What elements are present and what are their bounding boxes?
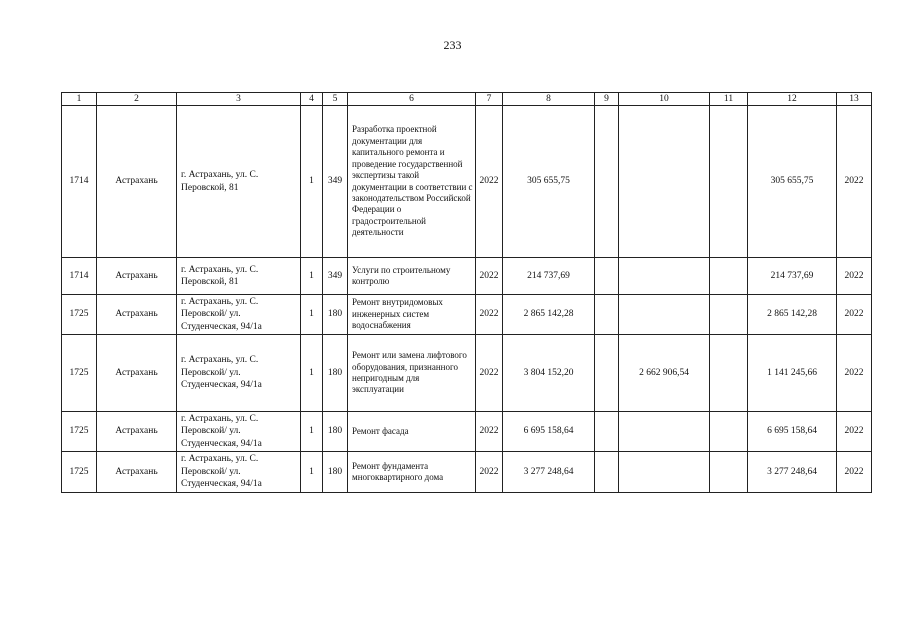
- table-row: [62, 258, 872, 295]
- table-row: [62, 412, 872, 452]
- cell-col-5: 180: [323, 412, 348, 452]
- address: г. Астрахань, ул. С. Перовской/ ул. Студенческая, 94/1а: [177, 335, 301, 412]
- year: 2022: [476, 106, 503, 258]
- record-number: 1725: [62, 452, 97, 493]
- column-number: 8: [503, 93, 595, 106]
- cell-col-4: 1: [301, 258, 323, 295]
- cell-col-11: [710, 295, 748, 335]
- cell-col-12: 305 655,75: [748, 106, 837, 258]
- total-cost: 6 695 158,64: [503, 412, 595, 452]
- table-row: [62, 452, 872, 493]
- cell-col-5: 180: [323, 295, 348, 335]
- column-number: 1: [62, 93, 97, 106]
- cell-col-12: 1 141 245,66: [748, 335, 837, 412]
- cell-col-9: [595, 452, 619, 493]
- year: 2022: [476, 258, 503, 295]
- column-number: 11: [710, 93, 748, 106]
- cell-col-9: [595, 258, 619, 295]
- completion-year: 2022: [837, 258, 872, 295]
- work-type: Ремонт внутридомовых инженерных систем водоснабжения: [348, 295, 476, 335]
- cell-col-5: 349: [323, 106, 348, 258]
- cell-col-10: [619, 258, 710, 295]
- cell-col-10: [619, 295, 710, 335]
- year: 2022: [476, 452, 503, 493]
- completion-year: 2022: [837, 412, 872, 452]
- address: г. Астрахань, ул. С. Перовской, 81: [177, 106, 301, 258]
- year: 2022: [476, 412, 503, 452]
- page-number: 233: [443, 38, 462, 52]
- record-number: 1714: [62, 258, 97, 295]
- municipality: Астрахань: [97, 452, 177, 493]
- address: г. Астрахань, ул. С. Перовской/ ул. Студенческая, 94/1а: [177, 452, 301, 493]
- cell-col-11: [710, 452, 748, 493]
- cell-col-9: [595, 335, 619, 412]
- total-cost: 2 865 142,28: [503, 295, 595, 335]
- cell-col-12: 214 737,69: [748, 258, 837, 295]
- year: 2022: [476, 295, 503, 335]
- cell-col-12: 3 277 248,64: [748, 452, 837, 493]
- work-type: Ремонт фасада: [348, 412, 476, 452]
- cell-col-9: [595, 106, 619, 258]
- cell-col-4: 1: [301, 106, 323, 258]
- column-number: 4: [301, 93, 323, 106]
- cell-col-10: [619, 106, 710, 258]
- table-row: [62, 295, 872, 335]
- completion-year: 2022: [837, 335, 872, 412]
- cell-col-5: 180: [323, 335, 348, 412]
- column-number: 9: [595, 93, 619, 106]
- column-number: 2: [97, 93, 177, 106]
- cell-col-11: [710, 335, 748, 412]
- cell-col-4: 1: [301, 412, 323, 452]
- completion-year: 2022: [837, 106, 872, 258]
- column-number: 6: [348, 93, 476, 106]
- cell-col-9: [595, 412, 619, 452]
- completion-year: 2022: [837, 295, 872, 335]
- cell-col-11: [710, 412, 748, 452]
- cell-col-5: 180: [323, 452, 348, 493]
- total-cost: 305 655,75: [503, 106, 595, 258]
- year: 2022: [476, 335, 503, 412]
- cell-col-12: 6 695 158,64: [748, 412, 837, 452]
- column-number: 13: [837, 93, 872, 106]
- address: г. Астрахань, ул. С. Перовской/ ул. Студенческая, 94/1а: [177, 295, 301, 335]
- work-type: Разработка проектной документации для капитального ремонта и проведение государственной экспертизы такой документации в соответствии с законодательством Российской Федерации о градостроительной деятельности: [348, 106, 476, 258]
- total-cost: 3 804 152,20: [503, 335, 595, 412]
- municipality: Астрахань: [97, 106, 177, 258]
- cell-col-12: 2 865 142,28: [748, 295, 837, 335]
- table-row: [62, 106, 872, 258]
- register-table: [61, 92, 872, 493]
- column-number: 7: [476, 93, 503, 106]
- record-number: 1725: [62, 412, 97, 452]
- work-type: Ремонт или замена лифтового оборудования, признанного непригодным для эксплуатации: [348, 335, 476, 412]
- municipality: Астрахань: [97, 258, 177, 295]
- record-number: 1725: [62, 335, 97, 412]
- column-number: 5: [323, 93, 348, 106]
- record-number: 1714: [62, 106, 97, 258]
- municipality: Астрахань: [97, 295, 177, 335]
- total-cost: 214 737,69: [503, 258, 595, 295]
- municipality: Астрахань: [97, 335, 177, 412]
- cell-col-10: [619, 452, 710, 493]
- completion-year: 2022: [837, 452, 872, 493]
- cell-col-4: 1: [301, 295, 323, 335]
- column-number-row: [62, 93, 872, 106]
- column-number: 3: [177, 93, 301, 106]
- table-row: [62, 335, 872, 412]
- column-number: 10: [619, 93, 710, 106]
- cell-col-5: 349: [323, 258, 348, 295]
- municipality: Астрахань: [97, 412, 177, 452]
- cell-col-4: 1: [301, 335, 323, 412]
- cell-col-4: 1: [301, 452, 323, 493]
- cell-col-11: [710, 106, 748, 258]
- cell-col-11: [710, 258, 748, 295]
- work-type: Услуги по строительному контролю: [348, 258, 476, 295]
- total-cost: 3 277 248,64: [503, 452, 595, 493]
- record-number: 1725: [62, 295, 97, 335]
- cell-col-10: [619, 412, 710, 452]
- cell-col-9: [595, 295, 619, 335]
- address: г. Астрахань, ул. С. Перовской/ ул. Студенческая, 94/1а: [177, 412, 301, 452]
- address: г. Астрахань, ул. С. Перовской, 81: [177, 258, 301, 295]
- work-type: Ремонт фундамента многоквартирного дома: [348, 452, 476, 493]
- cell-col-10: 2 662 906,54: [619, 335, 710, 412]
- column-number: 12: [748, 93, 837, 106]
